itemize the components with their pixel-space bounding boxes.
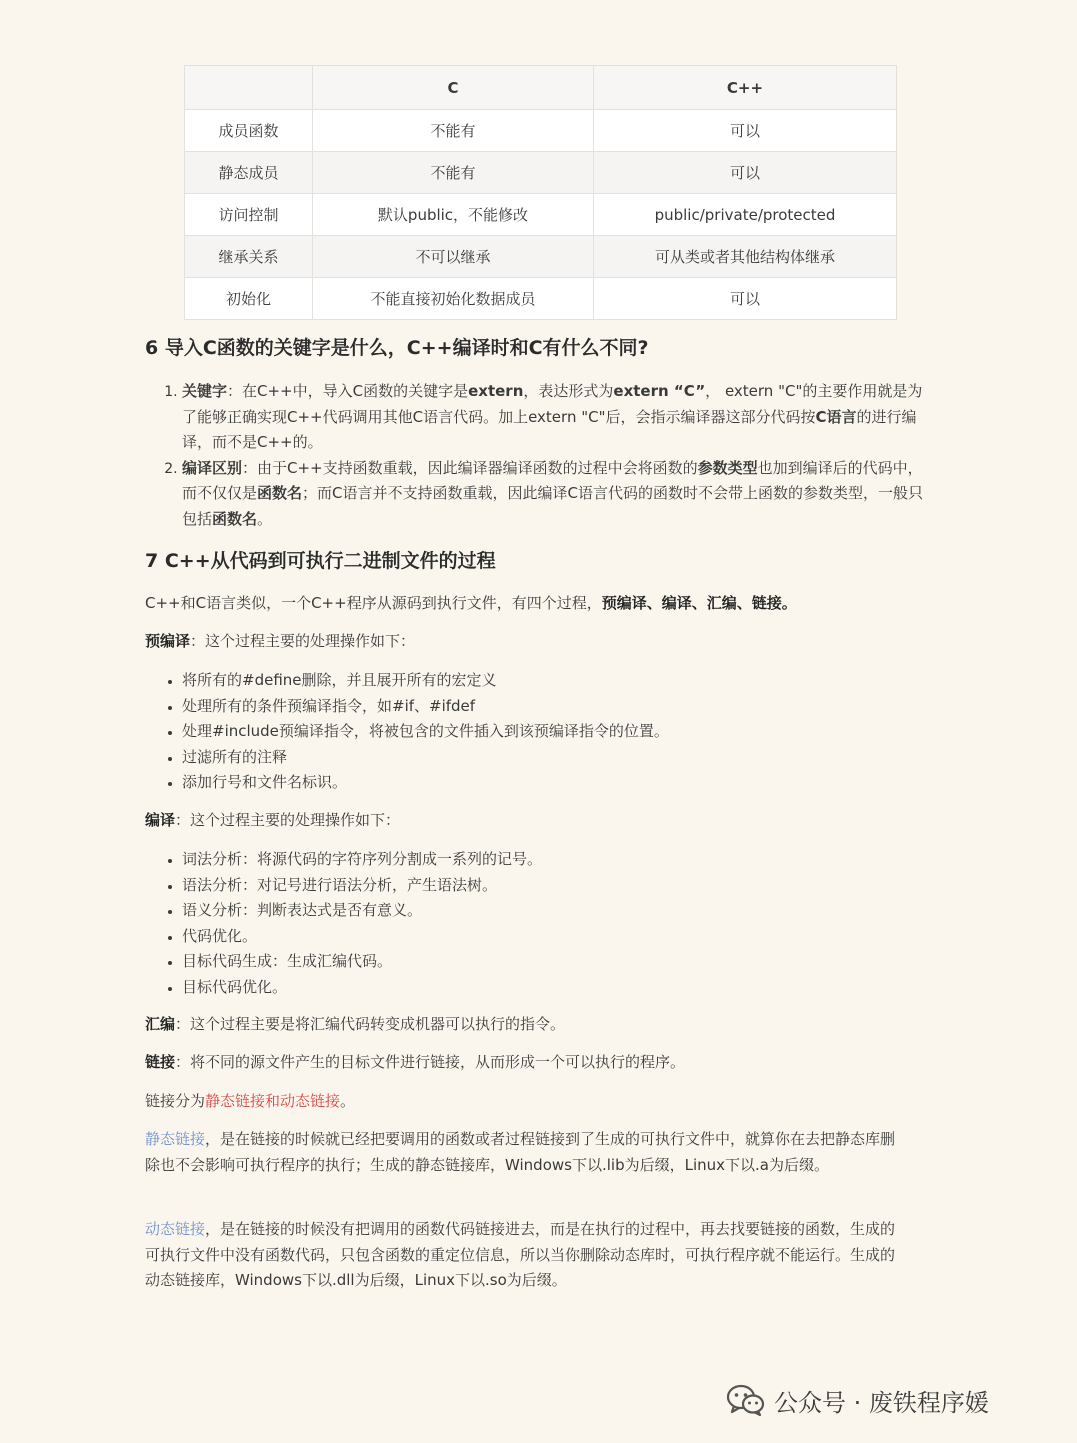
comparison-table xyxy=(184,65,897,320)
intro-bold: 预编译、编译、汇编、链接。 xyxy=(601,594,797,612)
section-6-list xyxy=(145,379,934,532)
section-7-heading: 7 C++从代码到可执行二进制文件的过程 xyxy=(145,550,496,572)
precompile-list xyxy=(145,668,934,796)
static-link-paragraph xyxy=(145,1127,897,1178)
table-cell: 初始化 xyxy=(185,278,313,320)
item-text: ，表达形式为 xyxy=(523,382,614,400)
item-text: ：在C++中，导入C函数的关键字是 xyxy=(227,382,469,400)
wechat-icon xyxy=(726,1383,766,1417)
compile-paragraph xyxy=(145,808,897,834)
link-types-highlight: 静态链接和动态链接 xyxy=(205,1092,341,1110)
list-item: • 处理所有的条件预编译指令，如#if、#ifdef xyxy=(182,694,934,720)
table-cell: public/private/protected xyxy=(594,194,897,236)
table-row xyxy=(185,110,897,152)
table-cell: 可以 xyxy=(594,152,897,194)
list-item: • 处理#include预编译指令，将被包含的文件插入到该预编译指令的位置。 xyxy=(182,719,934,745)
table-header-cell: C++ xyxy=(594,66,897,110)
dynamic-link-paragraph xyxy=(145,1217,897,1294)
table-cell: 不能直接初始化数据成员 xyxy=(313,278,594,320)
list-item: • 目标代码生成：生成汇编代码。 xyxy=(182,949,934,975)
link-types-paragraph xyxy=(145,1089,897,1115)
intro-text: C++和C语言类似，一个C++程序从源码到执行文件，有四个过程， xyxy=(145,594,602,612)
link-paragraph xyxy=(145,1050,897,1076)
section-7-intro xyxy=(145,591,897,617)
link-text: ：将不同的源文件产生的目标文件进行链接，从而形成一个可以执行的程序。 xyxy=(175,1053,686,1071)
item-text: ；而C语言并不支持函数重载，因此编译C语言代码的函数时不会带上函数的参数类型，一般只包括 xyxy=(182,484,923,528)
compile-list xyxy=(145,847,934,1000)
assemble-label: 汇编 xyxy=(145,1015,176,1033)
watermark-footer xyxy=(726,1380,989,1420)
list-item xyxy=(182,379,934,456)
assemble-text: ：这个过程主要是将汇编代码转变成机器可以执行的指令。 xyxy=(175,1015,566,1033)
item-label: 关键字 xyxy=(182,382,228,400)
table-header-cell xyxy=(185,66,313,110)
list-item: • 目标代码优化。 xyxy=(182,975,934,1001)
table-cell: 默认public，不能修改 xyxy=(313,194,594,236)
item-bold: C语言 xyxy=(815,407,857,426)
table-cell: 可从类或者其他结构体继承 xyxy=(594,236,897,278)
item-text: ：由于C++支持函数重载，因此编译器编译函数的过程中会将函数的 xyxy=(242,458,698,477)
list-item: • 词法分析：将源代码的字符序列分割成一系列的记号。 xyxy=(182,847,934,873)
link-types-prefix: 链接分为 xyxy=(145,1092,206,1110)
table-cell: 继承关系 xyxy=(185,236,313,278)
static-link-text: ，是在链接的时候就已经把要调用的函数或者过程链接到了生成的可执行文件中，就算你在去把静态库删除也不会影响可执行程序的执行；生成的静态链接库，Windows下以.lib为后缀，Linux下以.a为后缀。 xyxy=(145,1130,896,1174)
list-item: • 将所有的#define删除，并且展开所有的宏定义 xyxy=(182,668,934,694)
item-text: 的进行编译，而不是C++的。 xyxy=(182,407,917,451)
list-item: • 添加行号和文件名标识。 xyxy=(182,770,934,796)
table-cell: 访问控制 xyxy=(185,194,313,236)
precompile-text: ：这个过程主要的处理操作如下： xyxy=(190,632,416,650)
item-bold: 参数类型 xyxy=(697,458,758,477)
table-cell: 成员函数 xyxy=(185,110,313,152)
item-bold: extern “C” xyxy=(613,382,706,400)
table-cell: 可以 xyxy=(594,110,897,152)
table-row xyxy=(185,278,897,320)
table-cell: 不可以继承 xyxy=(313,236,594,278)
item-text: 。 xyxy=(257,509,273,528)
table-row xyxy=(185,194,897,236)
table-header-row xyxy=(185,66,897,110)
compile-text: ：这个过程主要的处理操作如下： xyxy=(175,811,401,829)
item-bold: extern xyxy=(468,382,524,400)
table-cell: 不能有 xyxy=(313,110,594,152)
table-row xyxy=(185,236,897,278)
link-types-suffix: 。 xyxy=(340,1092,356,1110)
assemble-paragraph xyxy=(145,1012,897,1038)
precompile-paragraph xyxy=(145,629,897,655)
link-label: 链接 xyxy=(145,1053,176,1071)
table-cell: 可以 xyxy=(594,278,897,320)
item-bold: 函数名 xyxy=(212,509,258,528)
table-cell: 不能有 xyxy=(313,152,594,194)
list-item: • 代码优化。 xyxy=(182,924,934,950)
table-cell: 静态成员 xyxy=(185,152,313,194)
static-link-term: 静态链接 xyxy=(145,1130,206,1148)
list-item: • 语法分析：对记号进行语法分析，产生语法树。 xyxy=(182,873,934,899)
item-bold: 函数名 xyxy=(257,484,303,502)
table-header-cell: C xyxy=(313,66,594,110)
precompile-label: 预编译 xyxy=(145,632,191,650)
dynamic-link-term: 动态链接 xyxy=(145,1220,206,1238)
list-item xyxy=(182,456,934,533)
section-6-heading: 6 导入C函数的关键字是什么，C++编译时和C有什么不同? xyxy=(145,337,649,359)
dynamic-link-text: ，是在链接的时候没有把调用的函数代码链接进去，而是在执行的过程中，再去找要链接的函数，生成的可执行文件中没有函数代码，只包含函数的重定位信息，所以当你删除动态库时，可执行程序就不能运行。生成的动态链接库，Windows下以.dll为后缀，Linux下以.so为后缀。 xyxy=(145,1220,896,1289)
item-text: 也加到编译后的代码中，而不仅仅是 xyxy=(182,458,923,502)
item-text: ， extern "C"的主要作用就是为了能够正确实现C++代码调用其他C语言代码。加上extern "C"后，会指示编译器这部分代码按 xyxy=(182,382,923,426)
footer-text: 公众号 · 废铁程序媛 xyxy=(774,1388,989,1417)
item-label: 编译区别 xyxy=(182,458,243,477)
table-row xyxy=(185,152,897,194)
list-item: • 语义分析：判断表达式是否有意义。 xyxy=(182,898,934,924)
compile-label: 编译 xyxy=(145,811,176,829)
list-item: • 过滤所有的注释 xyxy=(182,745,934,771)
